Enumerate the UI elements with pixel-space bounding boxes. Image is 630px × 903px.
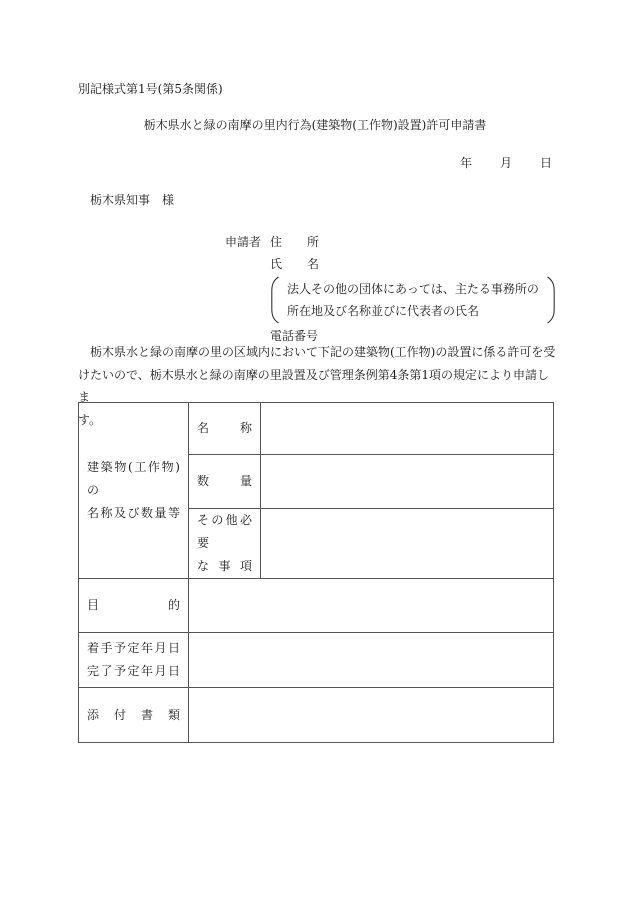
other-label-line-1: その他必要	[197, 513, 252, 550]
attachments-value-cell	[189, 688, 554, 743]
table-row-purpose	[79, 579, 554, 633]
building-header-line-2: 名称及び数量等	[87, 506, 180, 520]
schedule-label-cell	[79, 633, 189, 688]
statement-line: 栃木県水と緑の南摩の里の区域内において下記の建築物(工作物)の設置に係る許可を受	[78, 345, 556, 359]
quantity-label-cell	[189, 455, 261, 509]
quantity-value-cell	[261, 455, 554, 509]
name-label-cell	[189, 403, 261, 455]
table-row-attachments	[79, 688, 554, 743]
applicant-fields	[270, 231, 556, 347]
date-day-label: 日	[539, 156, 552, 170]
applicant-label: 申請者	[225, 235, 262, 249]
statement-line: けたいので、栃木県水と緑の南摩の里設置及び管理条例第4条第1項の規定により申請しま	[78, 367, 550, 404]
phone-label: 電話番号	[270, 329, 319, 343]
form-number: 別記様式第1号(第5条関係)	[78, 82, 223, 96]
table-row-name	[79, 403, 554, 455]
attachments-label: 添付書類	[87, 707, 180, 722]
applicant-section	[225, 231, 556, 347]
name-label: 氏名	[270, 257, 320, 271]
corporate-note-text	[287, 278, 539, 322]
quantity-label: 数量	[197, 474, 252, 488]
addressee: 栃木県知事 様	[90, 193, 175, 207]
close-paren-glyph	[546, 276, 556, 324]
other-value-cell	[261, 509, 554, 579]
application-table	[78, 402, 554, 743]
date-month-label: 月	[499, 156, 512, 170]
purpose-label-cell	[79, 579, 189, 633]
open-paren-glyph	[270, 276, 280, 324]
corporate-note-line-1: 法人その他の団体にあっては、主たる事務所の	[287, 282, 539, 296]
schedule-value-cell	[189, 633, 554, 688]
address-label: 住所	[270, 235, 320, 249]
end-date-label: 完了予定年月日	[87, 664, 180, 678]
purpose-value-cell	[189, 579, 554, 633]
date-year-label: 年	[459, 156, 472, 170]
corporate-note-line-2: 所在地及び名称並びに代表者の氏名	[287, 304, 480, 318]
purpose-label: 目的	[87, 598, 180, 612]
name-label: 名称	[197, 421, 252, 435]
date-line	[460, 154, 552, 171]
other-label-line-2: な事項	[197, 559, 252, 573]
table-row-schedule	[79, 633, 554, 688]
corporate-note	[270, 276, 556, 324]
statement-line: す。	[78, 412, 102, 427]
building-header-line-1: 建築物(工作物)の	[87, 460, 180, 497]
name-value-cell	[261, 403, 554, 455]
start-date-label: 着手予定年月日	[87, 641, 180, 655]
building-header-cell	[79, 403, 189, 579]
other-label-cell	[189, 509, 261, 579]
attachments-label-cell	[79, 688, 189, 743]
document-title: 栃木県水と緑の南摩の里内行為(建築物(工作物)設置)許可申請書	[143, 118, 487, 132]
